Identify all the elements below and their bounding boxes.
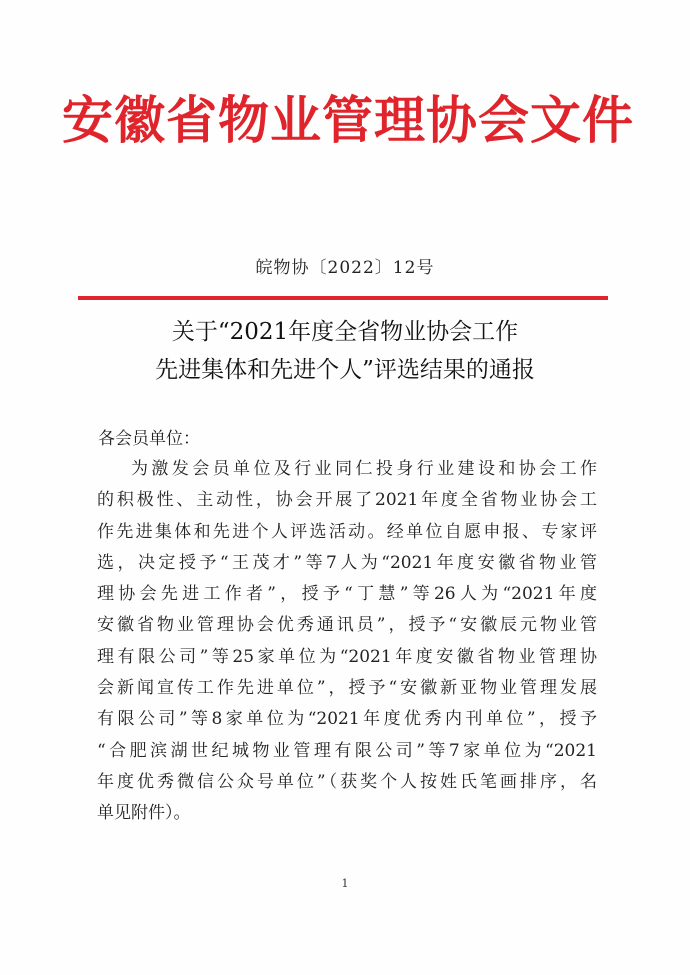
body-line: 会新闻宣传工作先进单位”，授予“安徽新亚物业管理发展 <box>97 678 597 699</box>
red-divider-line <box>78 296 608 300</box>
body-line: 理协会先进工作者”，授予“丁慧”等26人为“2021年度 <box>97 584 597 605</box>
body-line: 安徽省物业管理协会优秀通讯员”，授予“安徽辰元物业管 <box>97 615 597 636</box>
body-line: 作先进集体和先进个人评选活动。经单位自愿申报、专家评 <box>97 521 597 542</box>
body-line: 选，决定授予“王茂才”等7人为“2021年度安徽省物业管 <box>97 552 597 573</box>
document-number: 皖物协〔2022〕12号 <box>255 258 435 278</box>
body-line: 理有限公司”等25家单位为“2021年度安徽省物业管理协 <box>97 646 597 667</box>
body-line: 为激发会员单位及行业同仁投身行业建设和协会工作 <box>131 459 597 479</box>
body-line: 的积极性、主动性，协会开展了2021年度全省物业协会工 <box>97 490 597 511</box>
masthead-title: 安徽省物业管理协会文件 <box>62 91 635 151</box>
salutation: 各会员单位： <box>98 429 200 449</box>
notice-title-line-2: 先进集体和先进个人”评选结果的通报 <box>155 357 535 383</box>
body-line: 年度优秀微信公众号单位”（获奖个人按姓氏笔画排序，名 <box>97 771 597 792</box>
body-line: 单见附件）。 <box>97 803 191 824</box>
body-paragraph <box>97 454 597 830</box>
notice-title <box>60 313 630 389</box>
page-number: 1 <box>341 877 349 890</box>
body-line: “合肥滨湖世纪城物业管理有限公司”等7家单位为“2021 <box>97 740 597 761</box>
body-line: 有限公司”等8家单位为“2021年度优秀内刊单位”，授予 <box>97 709 597 730</box>
notice-title-line-1: 关于“2021年度全省物业协会工作 <box>171 319 519 345</box>
